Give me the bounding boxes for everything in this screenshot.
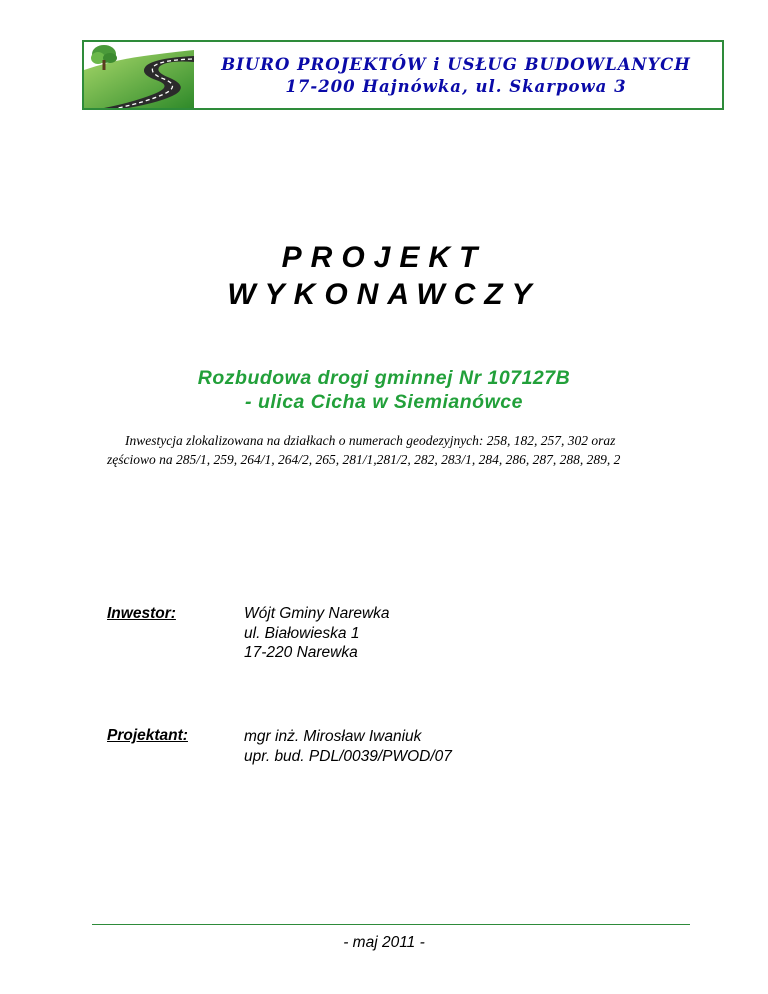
designer-label: Projektant:	[107, 727, 188, 744]
investor-line: 17-220 Narewka	[244, 644, 358, 661]
location-description-line2: zęściowo na 285/1, 259, 264/1, 264/2, 265, 281/1,281/2, 282, 283/1, 284, 286, 287, 288, 289, 2	[107, 452, 621, 467]
document-date: - maj 2011 -	[343, 934, 425, 951]
road-tree-logo	[84, 42, 194, 108]
investor-details	[244, 604, 390, 663]
company-name: BIURO PROJEKTÓW i USŁUG BUDOWLANYCH	[221, 55, 691, 74]
footer-divider	[92, 924, 690, 925]
company-name-and-address	[196, 54, 716, 98]
company-header	[82, 40, 724, 110]
location-description-line1: Inwestycja zlokalizowana na działkach o numerach geodezyjnych: 258, 182, 257, 302 oraz	[125, 433, 616, 448]
document-title-line1: PROJEKT	[281, 241, 487, 274]
investor-line: ul. Białowieska 1	[244, 624, 360, 642]
document-title-line2: WYKONAWCZY	[227, 278, 541, 311]
project-name-line2: - ulica Cicha w Siemianówce	[245, 391, 523, 413]
investor-label: Inwestor:	[107, 605, 176, 622]
designer-line: upr. bud. PDL/0039/PWOD/07	[244, 747, 452, 765]
project-name-line1: Rozbudowa drogi gminnej Nr 107127B	[197, 367, 571, 389]
company-address: 17-200 Hajnówka, ul. Skarpowa 3	[285, 77, 627, 96]
designer-details	[244, 727, 452, 766]
investor-line: Wójt Gminy Narewka	[244, 605, 390, 622]
designer-line: mgr inż. Mirosław Iwaniuk	[244, 728, 422, 745]
